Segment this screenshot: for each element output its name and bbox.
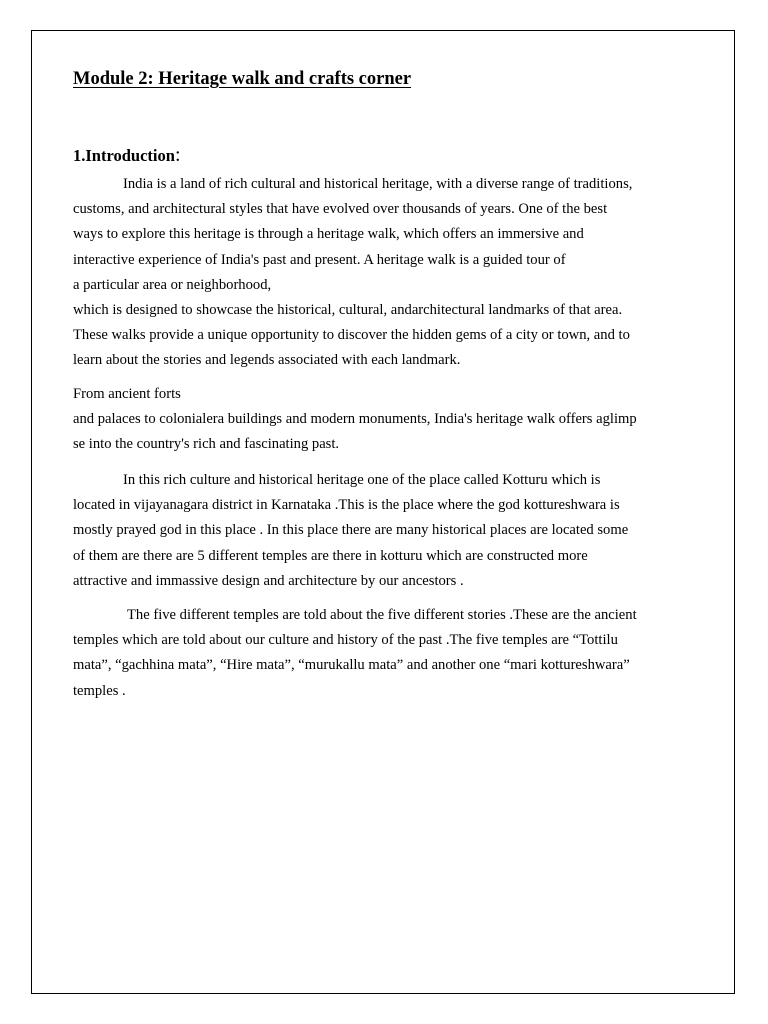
paragraph-line: interactive experience of India's past and present. A heritage walk is a guided tour of	[73, 251, 566, 268]
paragraph-line: In this rich culture and historical heritage one of the place called Kotturu which is	[123, 472, 601, 488]
paragraph-line: ways to explore this heritage is through a heritage walk, which offers an immersive and	[73, 226, 584, 243]
section-heading-introduction	[73, 144, 181, 167]
paragraph-line: and palaces to colonialera buildings and modern monuments, India's heritage walk offers aglimp	[73, 411, 637, 428]
paragraph-line: attractive and immassive design and architecture by our ancestors .	[73, 572, 464, 589]
document-title: Module 2: Heritage walk and crafts corner	[73, 69, 412, 89]
paragraph-kotturu	[73, 468, 628, 594]
paragraph-intro	[73, 172, 632, 374]
paragraph-line: which is designed to showcase the historical, cultural, andarchitectural landmarks of that area.	[73, 302, 623, 319]
paragraph-line: mostly prayed god in this place . In this place there are many historical places are located some	[73, 522, 629, 539]
paragraph-line: India is a land of rich cultural and historical heritage, with a diverse range of traditions,	[123, 176, 633, 192]
section-heading-text: 1.Introduction	[73, 146, 175, 165]
paragraph-forts	[73, 382, 637, 458]
section-heading-colon: :	[174, 144, 181, 166]
paragraph-line: of them are there are 5 different temples are there in kotturu which are constructed more	[73, 547, 588, 564]
paragraph-line: mata”, “gachhina mata”, “Hire mata”, “murukallu mata” and another one “mari kottureshwara”	[73, 657, 630, 674]
paragraph-line: From ancient forts	[73, 386, 181, 402]
paragraph-line: located in vijayanagara district in Karnataka .This is the place where the god kottureshwara is	[73, 497, 620, 514]
paragraph-temples	[73, 603, 637, 704]
paragraph-line: temples which are told about our culture and history of the past .The five temples are “Tottilu	[73, 632, 618, 649]
paragraph-line: learn about the stories and legends associated with each landmark.	[73, 352, 461, 369]
paragraph-line: These walks provide a unique opportunity to discover the hidden gems of a city or town, and to	[73, 327, 630, 344]
paragraph-line: customs, and architectural styles that have evolved over thousands of years. One of the best	[73, 201, 608, 218]
paragraph-line: a particular area or neighborhood,	[73, 276, 272, 293]
paragraph-line: The five different temples are told about the five different stories .These are the ancient	[127, 607, 637, 623]
paragraph-line: temples .	[73, 682, 126, 699]
paragraph-line: se into the country's rich and fascinating past.	[73, 436, 340, 453]
